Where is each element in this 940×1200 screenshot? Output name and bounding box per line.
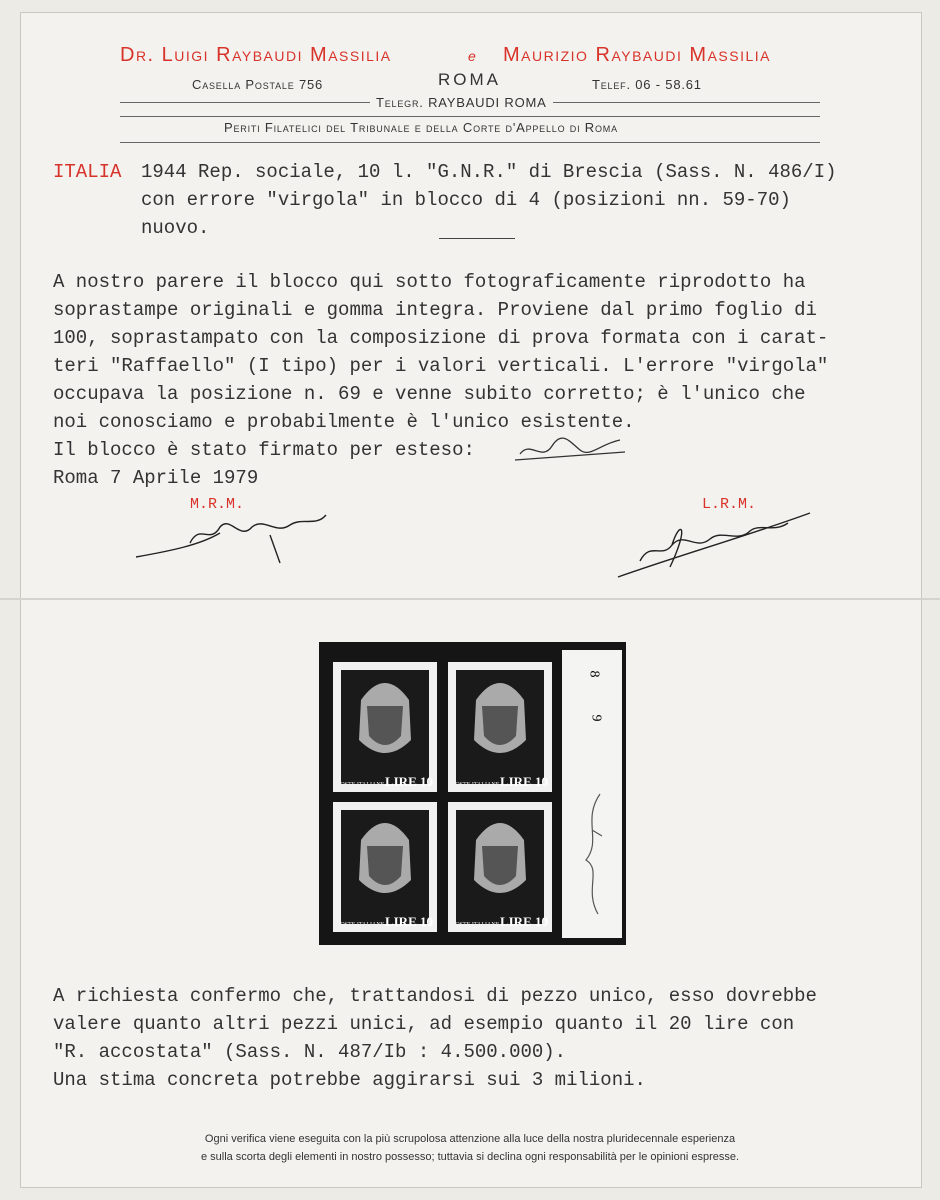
letterhead-rule-3: [120, 142, 820, 143]
letterhead-telegram: Telegr. RAYBAUDI ROMA: [370, 95, 553, 110]
stamp-poste-text: POSTE ITALIANE: [452, 922, 500, 928]
opinion-line: A nostro parere il blocco qui sotto fotograficamente riprodotto ha: [53, 271, 806, 293]
stamp-poste-text: POSTE ITALIANE: [337, 782, 385, 788]
margin-signature: [572, 790, 612, 920]
signature-label-left: M.R.M.: [190, 496, 245, 513]
margin-number: 9: [588, 714, 604, 722]
opinion-line: occupava la posizione n. 69 e venne subito corretto; è l'unico che: [53, 383, 806, 405]
valuation-line: valere quanto altri pezzi unici, ad esempio quanto il 20 lire con: [53, 1013, 795, 1035]
description-underline: [439, 238, 515, 239]
opinion-line: noi conosciamo e probabilmente è l'unico esistente.: [53, 411, 635, 433]
letterhead-name-right: Maurizio Raybaudi Massilia: [503, 44, 771, 66]
opinion-line: soprastampe originali e gomma integra. Proviene dal primo foglio di: [53, 299, 817, 321]
footer-disclaimer-2: e sulla scorta degli elementi in nostro possesso; tuttavia si declina ogni responsabilità per le opinioni espresse.: [200, 1151, 740, 1163]
stamp-value: LIRE 10: [499, 914, 548, 929]
description-line-3: nuovo.: [141, 217, 210, 239]
stamp-value: LIRE 10: [384, 774, 433, 789]
stamp-value: LIRE 10: [499, 774, 548, 789]
fold-line: [0, 598, 940, 600]
inline-signature: [510, 432, 630, 468]
letterhead-name-left: Dr. Luigi Raybaudi Massilia: [120, 44, 392, 66]
footer-disclaimer-1: Ogni verifica viene eseguita con la più scrupolosa attenzione alla luce della nostra pluridecennale esperienza: [204, 1133, 736, 1145]
signature-right: [610, 505, 820, 585]
valuation-line: Una stima concreta potrebbe aggirarsi sui 3 milioni.: [53, 1069, 646, 1091]
description-line-2: con errore "virgola" in blocco di 4 (posizioni nn. 59-70): [141, 189, 791, 211]
description-line-1: 1944 Rep. sociale, 10 l. "G.N.R." di Brescia (Sass. N. 486/I): [141, 161, 837, 183]
stamp-value: LIRE 10: [384, 914, 433, 929]
letterhead-experts: Periti Filatelici del Tribunale e della Corte d'Appello di Roma: [224, 120, 618, 135]
stamp: [448, 662, 552, 792]
description-country: ITALIA: [53, 161, 122, 183]
stamp-poste-text: POSTE ITALIANE: [452, 782, 500, 788]
signature-label-right: L.R.M.: [702, 496, 757, 513]
stamp: [333, 662, 437, 792]
margin-number: 8: [586, 670, 602, 678]
certificate-date: Roma 7 Aprile 1979: [53, 467, 259, 489]
sheet-margin: [562, 650, 622, 938]
stamp: [333, 802, 437, 932]
valuation-line: A richiesta confermo che, trattandosi di pezzo unico, esso dovrebbe: [53, 985, 817, 1007]
letterhead-conjunction: e: [468, 48, 478, 64]
letterhead-phone: Telef. 06 - 58.61: [592, 77, 702, 92]
opinion-line: 100, soprastampato con la composizione di prova formata con i carat-: [53, 327, 829, 349]
opinion-line: teri "Raffaello" (I tipo) per i valori verticali. L'errore "virgola": [53, 355, 829, 377]
stamp: [448, 802, 552, 932]
letterhead-po-box: Casella Postale 756: [192, 77, 324, 92]
opinion-line: Il blocco è stato firmato per esteso:: [53, 439, 475, 461]
signature-left: [130, 505, 340, 565]
letterhead-rule-2: [120, 116, 820, 117]
stamp-poste-text: POSTE ITALIANE: [337, 922, 385, 928]
valuation-line: "R. accostata" (Sass. N. 487/Ib : 4.500.000).: [53, 1041, 567, 1063]
letterhead-city: ROMA: [438, 70, 501, 89]
